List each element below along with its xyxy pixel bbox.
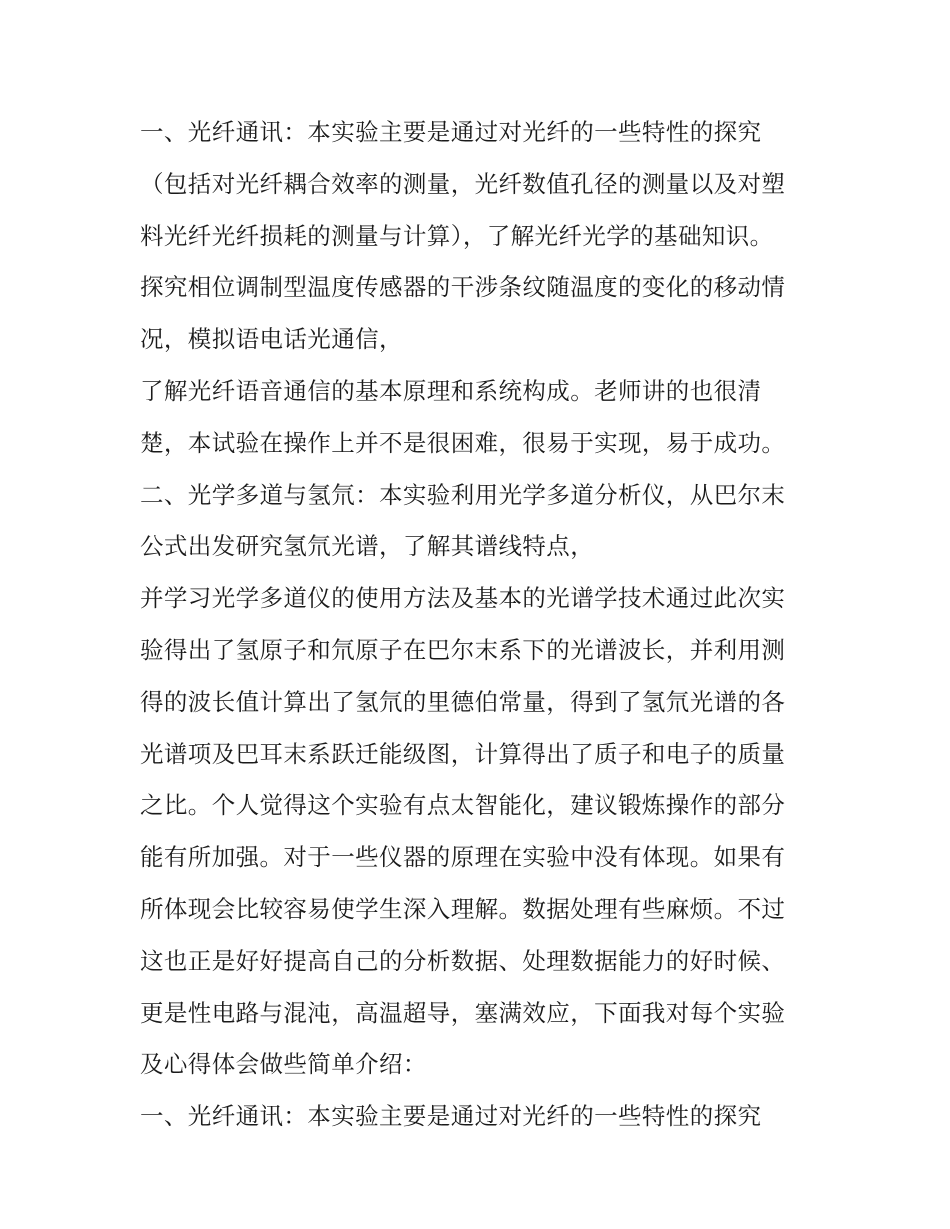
document-body [140,107,820,1143]
text-line: 二、光学多道与氢氘：本实验利用光学多道分析仪，从巴尔末 [140,480,786,509]
text-line: 一、光纤通讯：本实验主要是通过对光纤的一些特性的探究 [140,1102,762,1131]
text-line: 公式出发研究氢氘光谱，了解其谱线特点， [140,532,595,561]
text-line: 光谱项及巴耳末系跃迁能级图，计算得出了质子和电子的质量 [140,739,786,768]
text-line: 一、光纤通讯：本实验主要是通过对光纤的一些特性的探究 [140,118,762,146]
text-line: 这也正是好好提高自己的分析数据、处理数据能力的好时候、 [140,946,786,975]
text-line: （包括对光纤耦合效率的测量，光纤数值孔径的测量以及对塑 [140,169,786,198]
text-line: 并学习光学多道仪的使用方法及基本的光谱学技术通过此次实 [140,584,786,613]
text-line: 验得出了氢原子和氘原子在巴尔末系下的光谱波长，并利用测 [140,635,786,664]
text-line: 能有所加强。对于一些仪器的原理在实验中没有体现。如果有 [140,843,786,872]
text-line: 楚，本试验在操作上并不是很困难，很易于实现，易于成功。 [140,428,786,457]
text-line: 更是性电路与混沌，高温超导，塞满效应，下面我对每个实验 [140,998,786,1027]
text-line: 之比。个人觉得这个实验有点太智能化，建议锻炼操作的部分 [140,791,786,820]
text-line: 料光纤光纤损耗的测量与计算），了解光纤光学的基础知识。 [140,221,774,250]
text-line: 及心得体会做些简单介绍： [140,1050,427,1079]
text-line: 况，模拟语电话光通信， [140,325,403,354]
text-line: 了解光纤语音通信的基本原理和系统构成。老师讲的也很清 [140,376,762,405]
text-line: 得的波长值计算出了氢氘的里德伯常量，得到了氢氘光谱的各 [140,687,786,716]
text-line: 所体现会比较容易使学生深入理解。数据处理有些麻烦。不过 [140,894,786,923]
text-line: 探究相位调制型温度传感器的干涉条纹随温度的变化的移动情 [140,273,786,302]
